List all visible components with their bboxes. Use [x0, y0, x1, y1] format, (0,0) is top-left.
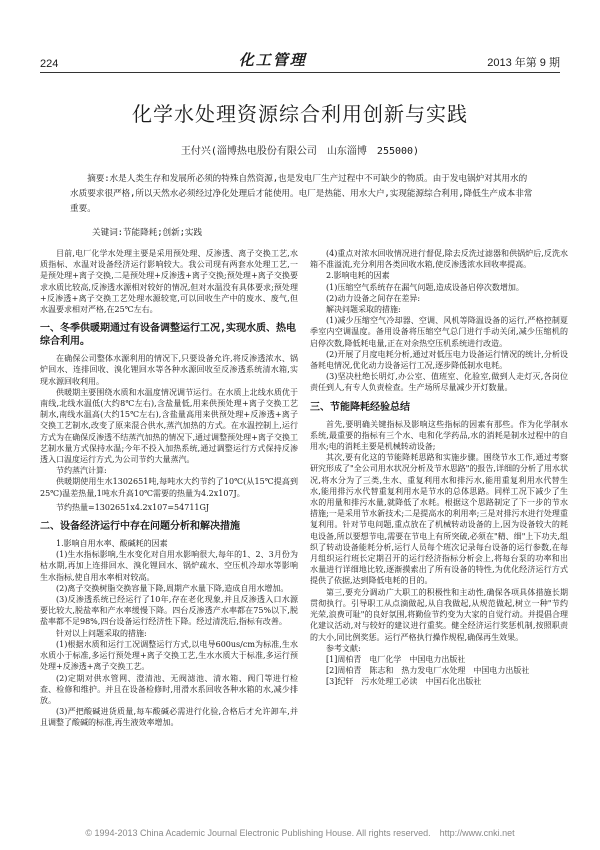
paragraph: 供暖期使用生水1302651吨,每吨水大约节约了10℃(从15℃提高到25℃)温差热量,1吨水升高10℃需要的热量为4.2x107J。	[40, 477, 298, 498]
paragraph: (3)坚决杜绝长明灯,办公室、值班室、化验室,做到人走灯灭,各岗位责任到人,有专人负责检查。生产场所尽量减少开灯数量。	[310, 372, 568, 393]
paragraph: (1)压缩空气系统存在漏气问题,造成设备启停次数增加。	[326, 282, 524, 292]
paragraph: 目前,电厂化学水处理主要是采用预处理、反渗透、离子交换工艺,水质指标、水温对设备经济运行影响较大。我公司现有两套水处理工艺,一是预处理+离子交换,二是预处理+反渗透+离子交换;预处理+离子交换要求水质比较高,反渗透水源相对较好的情况,但对水温没有具体要求;预处理+反渗透+离子交换工艺处理水源较宽,可以回收生产中的废水、废气,但水温要求相对严格,在25℃左右。	[40, 249, 298, 315]
paragraph: (2)开展了月度电耗分析,通过对低压电力设备运行情况的统计,分析设备耗电情况,优化动力设备运行工况,逐步降低制水电耗。	[310, 349, 568, 371]
keywords: 关键词:节能降耗;创新;实践	[92, 228, 203, 238]
paragraph: 其次,要有化这的节能降耗思路和实施步骤。围绕节水工作,通过考察研究形成了"全公司用水状况分析及节水思路"的报告,详细的分析了用水状况,将水分为了三类,生水、重复利用水和排污水,能用重复利用水代替生水,能用排污水代替重复利用水是节水的总体思路。同样工况下减少了生水的用量和排污水量,就降低了水耗。根据这个思路制定了下一步的节水措施;一是采用节水新技术;二是提高水的利用率;三是对排污水进行处理重复利用。针对节电问题,重点放在了机械转动设备的上,因为设备较大的耗电设备,所以要想节电,需要在节电上有所突破,必须在"精、细"上下功夫,组织了转动设备能耗分析,运行人员每个班次记录每台设备的运行参数,在每月组织运行班长定期召开的运行经济指标分析会上,将每台泵的功率和出水量进行详细地比较,逐渐摸索出了所有设备的特性,为优化经济运行方式提供了依据,达到降低电耗的目的。	[310, 453, 568, 586]
issue-label: 2013 年第 9 期	[487, 57, 560, 69]
paragraph: (2)离子交换树脂交换容量下降,周期产水量下降,造成自用水增加。	[56, 583, 289, 593]
paragraph: (2)定期对供水管网、澄清池、无阀滤池、清水箱、阀门等进行检查、检修和维护。并且在设备检修时,用滑水系回收各种水箱的水,减少排放。	[40, 673, 298, 705]
paragraph: (3)反渗透系统已经运行了10年,存在老化现象,并且反渗透入口水源要比较大,脱盐率和产水率缓慢下降。四台反渗透产水率都在75%以下,脱盐率都不足98%,四台设备运行经济性下降。经过清洗后,指标有改善。	[40, 595, 298, 627]
paragraph: 2.影响电耗的因素	[326, 271, 390, 281]
page-header	[40, 50, 560, 70]
reference-item: [2]周柏青 陈志和 热力发电厂水处理 中国电力出版社	[326, 666, 530, 676]
section-heading: 二、设备经济运行中存在问题分析和解决措施	[40, 521, 240, 533]
paragraph: 1.影响自用水率、酸碱耗的因素	[56, 539, 168, 549]
paragraph: (1)减少压缩空气冷却器、空调、风机等降温设备的运行,严格控制夏季室内空调温度。备用设备将压缩空气总门进行手动关闭,减少压缩机的启停次数,降低耗电量,正在对余热空压机系统进行改造。	[310, 316, 568, 348]
paragraph: (1)根据水质和运行工况调整运行方式,以电导600us/cm为标准,生水水质小于标准,多运行预处理+离子交换工艺,生水水质大于标准,多运行预处理+反渗透+离子交换工艺。	[40, 639, 298, 672]
paragraph: 针对以上问题采取的措施:	[56, 628, 147, 638]
reference-item: [1]周柏青 电厂化学 中国电力出版社	[326, 654, 466, 664]
page-number: 224	[40, 58, 59, 70]
author-line: 王付兴(淄博热电股份有限公司 山东淄博 255000)	[180, 146, 420, 157]
article-title: 化学水处理资源综合利用创新与实践	[132, 102, 468, 126]
paragraph: 第三,要充分调动广大职工的积极性和主动性,确保各项具体措施长期贯彻执行。引导职工从点滴做起,从自我做起,从规范做起,树立一种"节约光荣,浪费可耻"的良好氛围,将勤俭节约变为大家的自觉行动。并提倡合理化建议活动,对与较好的建议进行重奖。健全经济运行奖惩机制,按照职责的大小,同比例奖惩。运行严格执行操作规程,确保再生效果。	[310, 587, 568, 642]
paragraph: 供暖期主要围绕水质和水温度情况调节运行。在水质上北线水质优于南线,北线水温低(大约8℃左右),含盐量低,用来供预处理+离子交换工艺制水,南线水温高(大约15℃左右),含盐量高用来供预处理+反渗透+离子交换工艺制水,改变了原来混合供水,蒸汽加热的方式。在水温控制上,运行方式为在确保反渗透不结蒸汽加热的情况下,通过调整预处理+离子交换工艺制水量方式保持水温;今年不投入加热系统,通过调整运行方式保持反渗透入口温度运行方式,为公司节约大量蒸汽。	[40, 387, 298, 465]
paragraph: 节约蒸汽计算:	[56, 466, 107, 476]
abstract: 摘要:水是人类生存和发展所必须的特殊自然资源,也是发电厂生产过程中不可缺少的物质。由于发电锅炉对其用水的水质要求很严格,所以天然水必须经过净化处理后才能使用。电厂是热能、用水大户,实现能源综合利用,降低生产成本非常重要。	[70, 174, 533, 214]
paragraph: 在确保公司整体水源利用的情况下,只要设备允许,将反渗透浓水、锅炉回水、连排回收、溴化锂回水等各种水源回收至反渗透系统清水箱,实现水源回收利用。	[40, 354, 298, 386]
section-heading: 一、冬季供暖期通过有设备调整运行工况,实现水质、热电综合利用。	[40, 323, 297, 348]
reference-item: [3]纪轩 污水处理工必读 中国石化出版社	[326, 677, 482, 687]
copyright-footer: © 1994-2013 China Academic Journal Electronic Publishing House. All rights reserved. http://www.cnki.net	[85, 828, 515, 838]
right-column	[310, 248, 568, 688]
paragraph: 解决问题采取的措施:	[326, 305, 401, 315]
equation: 节约热量=1302651x4.2x107=54711GJ	[56, 502, 210, 512]
left-column	[40, 248, 298, 729]
paragraph: (1)生水指标影响,生水变化对自用水影响很大,每年的1、2、3月份为枯水期,再加上连排回水、溴化锂回水、锅炉疏水、空压机冷却水等影响生水指标,使自用水率相对较高。	[40, 550, 298, 582]
header-rule	[40, 72, 560, 73]
section-heading: 三、节能降耗经验总结	[310, 401, 410, 413]
journal-name: 化工管理	[238, 51, 307, 69]
paragraph: (4)重点对浓水回收情况进行督促,除去反洗过滤器和供锅炉后,反洗水箱不准溢流,充分利用各类回收水箱,使反渗透浓水回收率提高。	[310, 249, 568, 270]
paragraph: 参考文献:	[326, 643, 361, 653]
paragraph: 首先,要明确关键指标及影响这些指标的因素有那些。作为化学制水系统,最重要的指标有三个水、电和化学药品,水的消耗是制水过程中的自用水;电的消耗主要是机械转动设备;	[310, 419, 568, 452]
paragraph: (2)动力设备之间存在差异:	[326, 293, 421, 303]
paragraph: (3)严把酸碱进货质量,每车酸碱必需进行化验,合格后才允许卸车,并且调整了酸碱的标准,再生液效率增加。	[40, 707, 298, 728]
